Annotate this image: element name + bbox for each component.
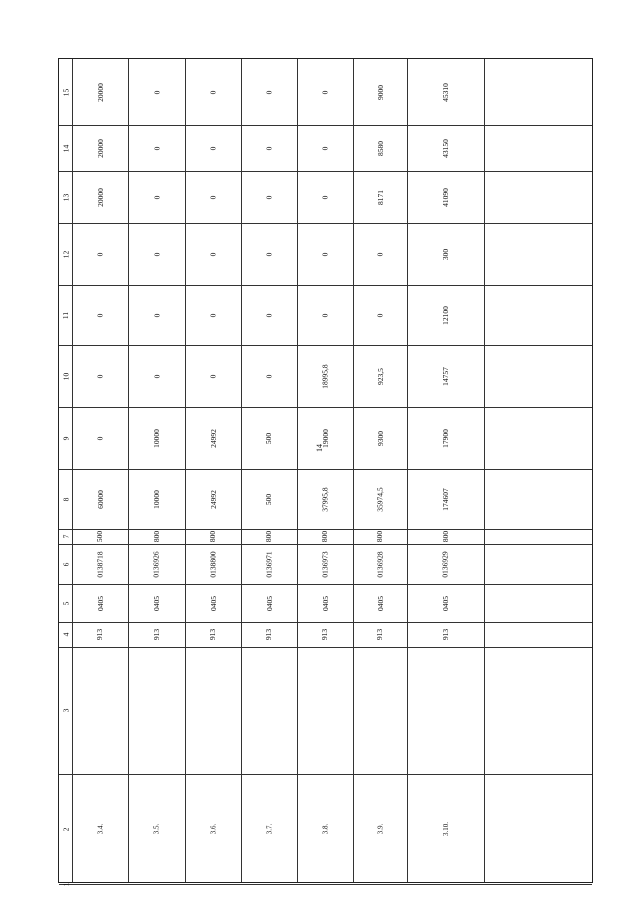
cell-value: 0138718: [95, 550, 105, 578]
cell-value: 43150: [441, 138, 450, 158]
cell-value: 0: [320, 195, 330, 199]
cell-value: 45310: [441, 82, 450, 102]
table-cell: [353, 345, 407, 407]
table-cell: [241, 529, 297, 544]
table-cell: [128, 529, 185, 544]
table-cell: [241, 584, 297, 622]
cell-value: 0: [152, 195, 161, 199]
table-cell: [353, 469, 407, 529]
cell-value: 0: [208, 195, 218, 199]
cell-value: 8171: [375, 189, 385, 205]
cell-value: 20000: [95, 82, 105, 102]
cell-value: 0: [95, 313, 105, 317]
table-cell: [353, 407, 407, 469]
table-cell: [297, 59, 353, 125]
cell-value: 800: [441, 530, 450, 543]
column-number: [59, 285, 72, 345]
cell-value: 60000: [95, 489, 105, 509]
table-cell: [185, 622, 241, 647]
cell-value: 0405: [208, 595, 218, 611]
cell-value: 24992: [208, 428, 218, 448]
cell-value: 0: [95, 436, 105, 440]
cell-value: 0: [208, 90, 218, 94]
cell-value: 18995,8: [320, 363, 330, 389]
row-number: 3.4.: [96, 823, 104, 835]
table-cell: [185, 407, 241, 469]
table-cell: [297, 544, 353, 584]
table-cell: [128, 584, 185, 622]
table-cell: [353, 529, 407, 544]
cell-value: 0138800: [208, 550, 218, 578]
table-cell: [128, 171, 185, 223]
row-number-cell: [297, 774, 353, 884]
table-cell: [297, 407, 353, 469]
cell-value: 923,5: [375, 367, 385, 385]
column-number-text: 12: [61, 250, 70, 258]
cell-value: 0: [320, 90, 330, 94]
cell-value: 0: [152, 374, 161, 378]
column-number-text: 3: [61, 708, 70, 713]
table-cell: [185, 125, 241, 171]
cell-value: 0: [95, 374, 105, 378]
description-cell: [128, 647, 185, 774]
table-cell: [241, 171, 297, 223]
table-cell: [128, 223, 185, 285]
cell-value: 0136971: [264, 550, 274, 578]
table-cell: [353, 59, 407, 125]
table-cell: [185, 223, 241, 285]
table-cell: [185, 285, 241, 345]
table-cell: [407, 469, 484, 529]
table-cell: [241, 285, 297, 345]
description-cell: [72, 647, 128, 774]
cell-value: 800: [375, 530, 385, 543]
table-cell: [297, 345, 353, 407]
table-cell: [128, 622, 185, 647]
cell-value: 800: [264, 530, 274, 543]
cell-value: 0405: [95, 595, 105, 611]
column-number-text: 2: [61, 827, 70, 831]
table-cell: [185, 529, 241, 544]
column-number-text: 1: [61, 882, 70, 886]
cell-value: 0: [264, 252, 274, 256]
table-cell: [72, 345, 128, 407]
table-cell: [72, 529, 128, 544]
cell-value: 800: [152, 530, 161, 543]
table-cell: [353, 584, 407, 622]
table-cell: [185, 544, 241, 584]
page-number: 14: [315, 444, 324, 452]
table-cell: [297, 529, 353, 544]
row-number-cell: [353, 774, 407, 884]
cell-value: 913: [95, 628, 105, 641]
table-cell: [407, 59, 484, 125]
table-cell: [185, 171, 241, 223]
cell-value: 8580: [375, 140, 385, 156]
column-number: [59, 223, 72, 285]
column-number: [59, 544, 72, 584]
cell-value: 17900: [441, 428, 450, 448]
column-number: [59, 584, 72, 622]
column-number: [59, 125, 72, 171]
cell-value: 0: [208, 374, 218, 378]
cell-value: 10000: [152, 489, 161, 509]
column-number-text: 9: [61, 436, 70, 440]
table-cell: [72, 285, 128, 345]
cell-value: 9000: [375, 84, 385, 100]
table-cell: [72, 125, 128, 171]
cell-value: 14757: [441, 366, 450, 386]
cell-value: 0405: [152, 595, 161, 611]
table-cell: [297, 223, 353, 285]
cell-value: 0: [208, 313, 218, 317]
table-cell: [72, 223, 128, 285]
cell-value: 0405: [320, 595, 330, 611]
row-number-cell: [72, 774, 128, 884]
cell-value: 500: [95, 530, 105, 543]
row-number-cell: [185, 774, 241, 884]
cell-value: 37995,8: [320, 486, 330, 512]
column-number-text: 7: [61, 534, 70, 539]
row-number: 3.8.: [321, 823, 329, 835]
table-cell: [128, 469, 185, 529]
table-cell: [241, 544, 297, 584]
column-number: [59, 469, 72, 529]
description-cell: [185, 647, 241, 774]
column-number: [59, 647, 72, 774]
description-cell: [241, 647, 297, 774]
table-cell: [241, 622, 297, 647]
table-cell: [407, 584, 484, 622]
table-cell: [72, 171, 128, 223]
column-number-text: 6: [61, 562, 70, 566]
table-cell: [72, 59, 128, 125]
table-cell: [72, 407, 128, 469]
table-cell: [128, 59, 185, 125]
table-cell: [128, 125, 185, 171]
cell-value: 0: [264, 195, 274, 199]
table-cell: [241, 125, 297, 171]
table-cell: [297, 584, 353, 622]
table-cell: [185, 345, 241, 407]
table-cell: [185, 584, 241, 622]
column-number-text: 10: [61, 372, 70, 380]
cell-value: 913: [208, 628, 218, 641]
table-cell: [72, 544, 128, 584]
cell-value: 913: [152, 628, 161, 641]
table-cell: [241, 407, 297, 469]
cell-value: 41090: [441, 187, 450, 207]
cell-value: 0: [264, 146, 274, 150]
cell-value: 0: [95, 252, 105, 256]
table-cell: [297, 469, 353, 529]
column-number: [59, 59, 72, 125]
cell-value: 913: [441, 628, 450, 641]
cell-value: 500: [264, 432, 274, 444]
row-number: 3.10.: [441, 822, 450, 836]
cell-value: 0: [320, 146, 330, 150]
cell-value: 0136973: [320, 550, 330, 578]
cell-value: 0: [320, 313, 330, 317]
table-cell: [407, 223, 484, 285]
cell-value: 0: [375, 313, 385, 317]
cell-value: 800: [208, 530, 218, 543]
column-number: [59, 171, 72, 223]
cell-value: 12100: [441, 305, 450, 325]
cell-value: 0: [152, 313, 161, 317]
row-number: 3.7.: [265, 823, 273, 835]
column-number-text: 14: [61, 144, 70, 152]
cell-value: 913: [264, 628, 274, 641]
table-cell: [353, 285, 407, 345]
column-number-text: 11: [60, 311, 70, 319]
table-cell: [407, 285, 484, 345]
table-cell: [72, 622, 128, 647]
table-cell: [407, 544, 484, 584]
description-cell: [407, 647, 484, 774]
cell-value: 500: [264, 493, 274, 505]
row-number: 3.6.: [209, 823, 217, 835]
cell-value: 0: [375, 252, 385, 256]
table-cell: [72, 584, 128, 622]
column-number-text: 8: [61, 497, 70, 501]
table-cell: [353, 125, 407, 171]
table-cell: [407, 125, 484, 171]
row-divider: [484, 59, 485, 882]
table-cell: [241, 223, 297, 285]
cell-value: 0: [208, 146, 218, 150]
table-cell: [241, 59, 297, 125]
description-cell: [353, 647, 407, 774]
table-cell: [128, 345, 185, 407]
row-number-cell: [128, 774, 185, 884]
cell-value: 0: [320, 252, 330, 256]
column-number: [59, 622, 72, 647]
cell-value: 0: [152, 252, 161, 256]
column-number-text: 13: [61, 193, 70, 201]
data-table: [58, 58, 593, 886]
column-number: [59, 407, 72, 469]
table-cell: [407, 345, 484, 407]
cell-value: 0405: [264, 595, 274, 611]
cell-value: 0: [264, 90, 274, 94]
table-cell: [407, 529, 484, 544]
column-number-text: 15: [61, 88, 70, 96]
table-cell: [407, 622, 484, 647]
table-cell: [72, 469, 128, 529]
cell-value: 0136926: [152, 550, 161, 578]
column-number: [59, 529, 72, 544]
table-cell: [353, 622, 407, 647]
cell-value: 800: [320, 530, 330, 543]
cell-value: 20000: [95, 187, 105, 207]
description-cell: [297, 647, 353, 774]
cell-value: 300: [441, 248, 450, 260]
column-divider: [59, 884, 592, 885]
table-cell: [297, 171, 353, 223]
cell-value: 0: [152, 146, 161, 150]
cell-value: 10000: [152, 428, 161, 448]
column-number-text: 5: [61, 601, 70, 605]
cell-value: 0: [264, 313, 274, 317]
cell-value: 19000: [320, 428, 330, 448]
cell-value: 35974,5: [375, 486, 385, 512]
table-cell: [185, 59, 241, 125]
cell-value: 0: [152, 90, 161, 94]
table-cell: [297, 622, 353, 647]
cell-value: 0: [208, 252, 218, 256]
table-cell: [353, 544, 407, 584]
cell-value: 9300: [375, 430, 385, 446]
column-number-text: 4: [61, 632, 70, 637]
table-cell: [407, 171, 484, 223]
table-cell: [128, 544, 185, 584]
cell-value: 0405: [375, 595, 385, 611]
cell-value: 20000: [95, 138, 105, 158]
cell-value: 0405: [441, 595, 450, 611]
cell-value: 913: [375, 628, 385, 641]
cell-value: 0136929: [441, 550, 450, 578]
cell-value: 24992: [208, 489, 218, 509]
table-cell: [353, 171, 407, 223]
column-number: [59, 345, 72, 407]
table-cell: [241, 469, 297, 529]
cell-value: 913: [320, 628, 330, 641]
table-cell: [407, 407, 484, 469]
column-number: [59, 774, 72, 884]
table-cell: [297, 285, 353, 345]
row-number-cell: [407, 774, 484, 884]
table-cell: [353, 223, 407, 285]
table-cell: [241, 345, 297, 407]
row-number: 3.9.: [376, 823, 384, 835]
cell-value: 174607: [441, 487, 450, 511]
table-cell: [128, 407, 185, 469]
row-number: 3.5.: [152, 823, 161, 835]
cell-value: 0136928: [375, 550, 385, 578]
cell-value: 0: [264, 374, 274, 378]
table-cell: [185, 469, 241, 529]
row-number-cell: [241, 774, 297, 884]
table-cell: [128, 285, 185, 345]
table-cell: [297, 125, 353, 171]
